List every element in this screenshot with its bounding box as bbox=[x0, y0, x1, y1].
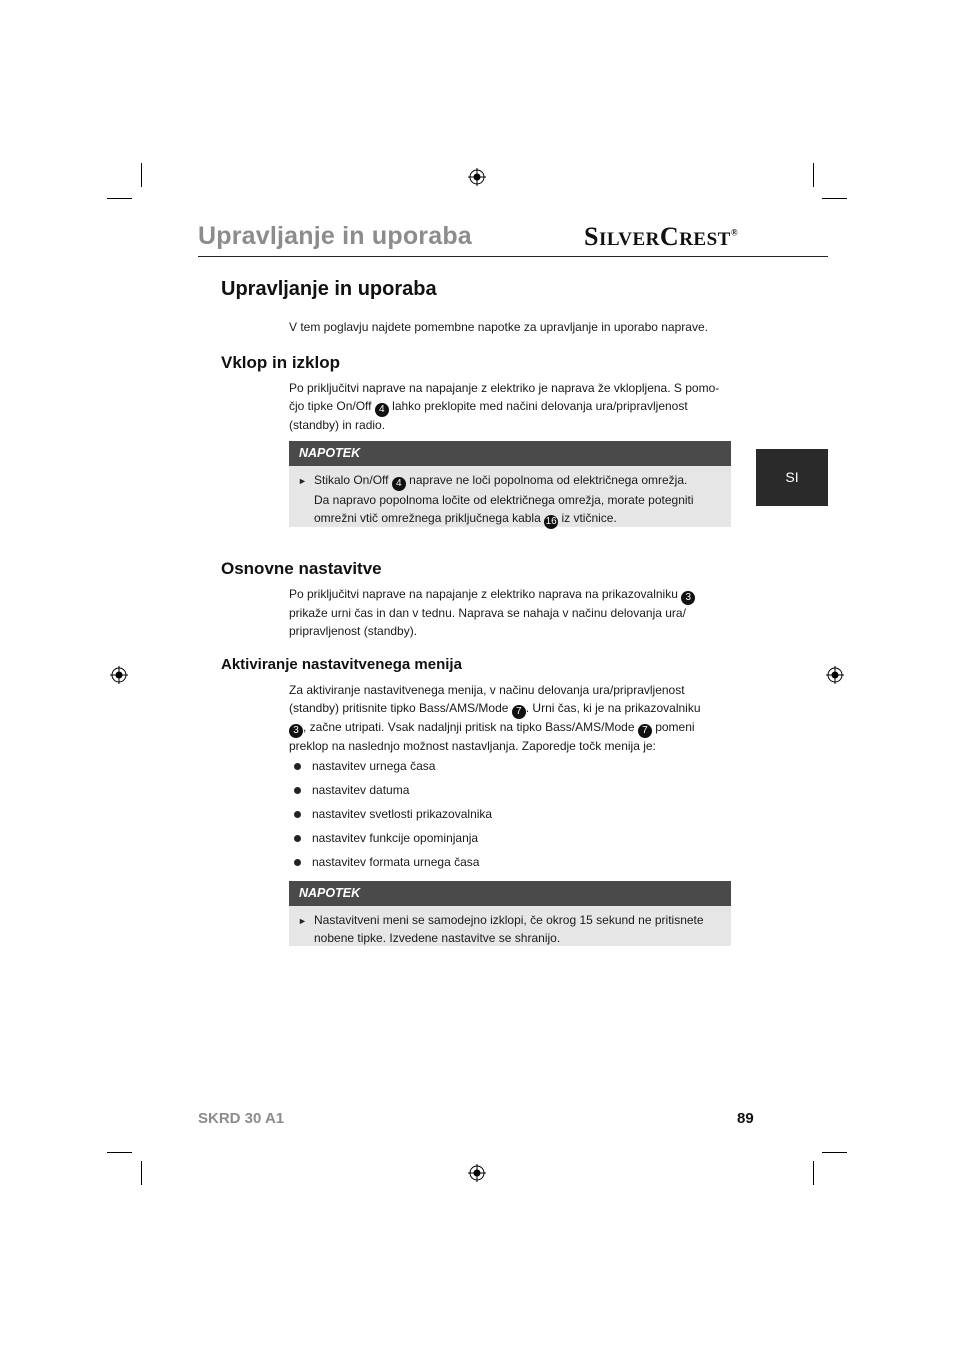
note-line: Da napravo popolnoma ločite od električnega omrežja, morate potegniti bbox=[314, 493, 694, 507]
note-line: Nastavitveni meni se samodejno izklopi, če okrog 15 sekund ne pritisnete bbox=[314, 913, 704, 927]
aktiviranje-paragraph bbox=[289, 682, 734, 755]
header-rule bbox=[198, 256, 828, 257]
vklop-line: (standby) in radio. bbox=[289, 417, 386, 432]
arrow-right-icon: ► bbox=[298, 476, 307, 486]
note-heading: NAPOTEK bbox=[289, 881, 731, 906]
crop-mark bbox=[822, 198, 847, 199]
ref-number: 16 bbox=[545, 516, 557, 527]
crop-mark bbox=[813, 163, 814, 187]
crop-mark bbox=[141, 1161, 142, 1185]
registration-mark-icon bbox=[468, 168, 486, 186]
intro-text: V tem poglavju najdete pomembne napotke za upravljanje in uporabo naprave. bbox=[289, 320, 708, 334]
bullet-icon bbox=[294, 763, 301, 770]
ref-number: 3 bbox=[681, 591, 695, 605]
ref-number: 4 bbox=[392, 477, 406, 491]
osnovne-line: pripravljenost (standby). bbox=[289, 623, 418, 638]
ref-number: 7 bbox=[638, 724, 652, 738]
crop-mark bbox=[141, 163, 142, 187]
note-line: nobene tipke. Izvedene nastavitve se shranijo. bbox=[314, 931, 561, 945]
vklop-line: čjo tipke On/Off 4 lahko preklopite med načini delovanja ura/pripravljenost bbox=[289, 398, 688, 415]
osnovne-line: prikaže urni čas in dan v tednu. Naprava se nahaja v načinu delovanja ura/ bbox=[289, 606, 686, 620]
menu-sequence-list bbox=[293, 758, 492, 878]
running-header-title: Upravljanje in uporaba bbox=[198, 222, 472, 250]
osnovne-paragraph bbox=[289, 586, 734, 640]
registration-mark-icon bbox=[110, 666, 128, 684]
osnovne-line: Po priključitvi naprave na napajanje z elektriko naprava na prikazovalniku 3 bbox=[289, 586, 734, 605]
note-body bbox=[289, 906, 731, 951]
ref-number: 7 bbox=[512, 705, 526, 719]
note-line: omrežni vtič omrežnega priključnega kabla 16 iz vtičnice. bbox=[314, 511, 617, 527]
vklop-heading: Vklop in izklop bbox=[221, 353, 341, 372]
ref-number: 4 bbox=[375, 403, 389, 417]
registration-mark-icon bbox=[826, 666, 844, 684]
list-item: nastavitev formata urnega časa bbox=[293, 854, 492, 878]
note-heading: NAPOTEK bbox=[289, 441, 731, 466]
arrow-right-icon: ► bbox=[298, 916, 307, 926]
language-tab: SI bbox=[756, 449, 828, 506]
brand-logo: SILVERCREST® bbox=[584, 222, 739, 251]
footer-model: SKRD 30 A1 bbox=[198, 1110, 285, 1127]
note-box bbox=[289, 441, 731, 527]
aktiviranje-line: Za aktiviranje nastavitvenega menija, v načinu delovanja ura/pripravljenost bbox=[289, 683, 685, 697]
ref-number: 3 bbox=[289, 724, 303, 738]
crop-mark bbox=[822, 1152, 847, 1153]
vklop-paragraph bbox=[289, 380, 734, 434]
osnovne-heading: Osnovne nastavitve bbox=[221, 559, 382, 578]
note-line: Stikalo On/Off 4 naprave ne loči popolnoma od električnega omrežja. bbox=[314, 473, 688, 489]
list-item: nastavitev datuma bbox=[293, 782, 492, 806]
aktiviranje-line: preklop na naslednjo možnost nastavljanja. Zaporedje točk menija je: bbox=[289, 738, 656, 753]
note-box bbox=[289, 881, 731, 946]
list-item: nastavitev svetlosti prikazovalnika bbox=[293, 806, 492, 830]
bullet-icon bbox=[294, 787, 301, 794]
bullet-icon bbox=[294, 859, 301, 866]
crop-mark bbox=[107, 198, 132, 199]
list-item: nastavitev funkcije opominjanja bbox=[293, 830, 492, 854]
aktiviranje-heading: Aktiviranje nastavitvenega menija bbox=[221, 656, 462, 673]
vklop-line: Po priključitvi naprave na napajanje z elektriko je naprava že vklopljena. S pomo- bbox=[289, 381, 720, 395]
registration-mark-icon bbox=[468, 1164, 486, 1182]
bullet-icon bbox=[294, 811, 301, 818]
aktiviranje-line: (standby) pritisnite tipko Bass/AMS/Mode 7 . Urni čas, ki je na prikazovalniku bbox=[289, 700, 701, 717]
crop-mark bbox=[107, 1152, 132, 1153]
aktiviranje-line: 3 , začne utripati. Vsak nadaljnji pritisk na tipko Bass/AMS/Mode 7 pomeni bbox=[289, 719, 734, 738]
section-title: Upravljanje in uporaba bbox=[221, 278, 437, 300]
crop-mark bbox=[813, 1161, 814, 1185]
page-number: 89 bbox=[737, 1110, 754, 1127]
note-body bbox=[289, 466, 731, 533]
bullet-icon bbox=[294, 835, 301, 842]
list-item: nastavitev urnega časa bbox=[293, 758, 492, 782]
